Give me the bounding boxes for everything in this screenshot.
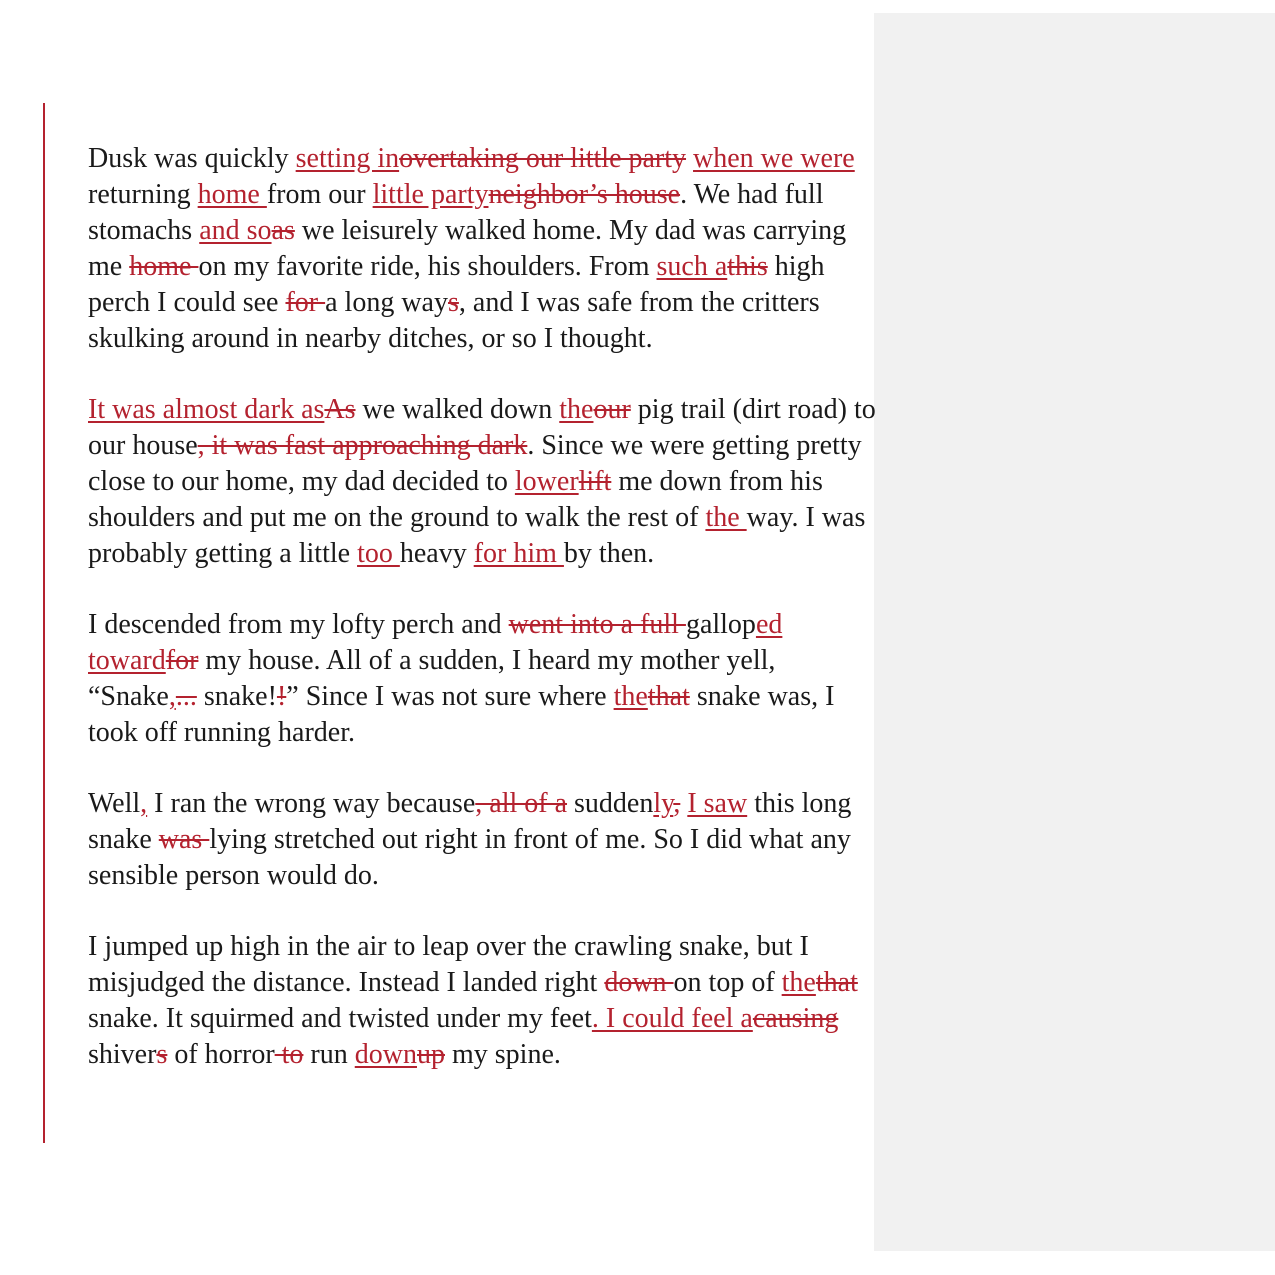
inserted-text: , (140, 788, 148, 819)
deleted-text: s (156, 1039, 168, 1070)
text-run: on top of (673, 967, 782, 998)
deleted-text: s (447, 287, 459, 318)
inserted-text: for him (473, 538, 564, 569)
text-run: All of a sudden, I heard my mother yell, “Snake (88, 645, 776, 712)
inserted-text: , (168, 681, 176, 712)
deleted-text: that (647, 681, 690, 712)
text-run: From (588, 251, 657, 282)
deleted-text: as (271, 215, 295, 246)
inserted-text: setting in (295, 143, 400, 174)
paragraph-3[interactable] (88, 607, 878, 751)
text-run: my spine. (444, 1039, 561, 1070)
deleted-text: , all of a (475, 788, 568, 819)
deleted-text: to (274, 1039, 304, 1070)
deleted-text: down (604, 967, 674, 998)
text-run: heavy (399, 538, 474, 569)
text-run: we leisurely walked home. My dad was carrying me (88, 215, 847, 282)
inserted-text: the (781, 967, 816, 998)
inserted-text: ly (653, 788, 674, 819)
text-run: We had full stomachs (88, 179, 824, 246)
inserted-text: little party (372, 179, 489, 210)
text-run: , and I was safe from the critters skulking around in nearby ditches, or so I thought. (88, 287, 820, 354)
text-run: gallop (685, 609, 756, 640)
comment-margin-pane (874, 13, 1275, 1251)
text-run: run (303, 1039, 355, 1070)
text-run: Since we were getting pretty close to our home, my dad decided to (88, 430, 862, 497)
text-run: a long way (325, 287, 448, 318)
text-run: high perch I could see (88, 251, 825, 318)
inserted-text: too (357, 538, 400, 569)
inserted-text: down (354, 1039, 417, 1070)
text-run: It squirmed and twisted under my feet (165, 1003, 592, 1034)
text-run: Instead I landed right (358, 967, 605, 998)
deleted-text: was (158, 824, 210, 855)
deleted-text: home (129, 251, 199, 282)
inserted-text: . I could feel a (591, 1003, 753, 1034)
deleted-text: , (673, 788, 681, 819)
text-run: Well (88, 788, 141, 819)
inserted-text: It was almost dark as (88, 394, 325, 425)
deleted-text: causing (752, 1003, 839, 1034)
text-run: my house. (198, 645, 326, 676)
text-run: from our (266, 179, 373, 210)
text-run: I was probably getting a little (88, 502, 866, 569)
inserted-text: I saw (687, 788, 748, 819)
deleted-text: ... (175, 681, 197, 712)
deleted-text: for (165, 645, 199, 676)
inserted-text: ed toward (88, 609, 783, 676)
text-run: by then. (563, 538, 655, 569)
text-run: I jumped up high in the air to leap over the crawling snake, but I misjudged the distance. (88, 931, 809, 998)
text-run: snake! (196, 681, 277, 712)
paragraph-4[interactable] (88, 786, 878, 894)
paragraph-5[interactable] (88, 929, 878, 1073)
inserted-text: such a (656, 251, 728, 282)
text-run: snake. (88, 1003, 166, 1034)
text-run: we walked down (355, 394, 560, 425)
text-run: this long snake (88, 788, 852, 855)
inserted-text: when we were (693, 143, 855, 174)
text-run: on my favorite ride, his shoulders. (198, 251, 589, 282)
deleted-text: , it was fast approaching dark (197, 430, 528, 461)
deleted-text: overtaking our little party (399, 143, 687, 174)
text-run: snake was, I took off running harder. (88, 681, 835, 748)
inserted-text: the (705, 502, 747, 533)
text-run: me down from his shoulders and put me on the ground to walk the rest of (88, 466, 823, 533)
deleted-text: ! (276, 681, 287, 712)
text-run: . (527, 430, 542, 461)
text-run: sudden (567, 788, 654, 819)
deleted-text: As (324, 394, 356, 425)
inserted-text: lower (514, 466, 579, 497)
inserted-text: the (613, 681, 648, 712)
deleted-text: this (727, 251, 768, 282)
deleted-text: neighbor’s house (488, 179, 681, 210)
text-run: returning (88, 179, 198, 210)
inserted-text: and so (199, 215, 272, 246)
deleted-text: our (593, 394, 631, 425)
text-run: I ran the wrong way because (147, 788, 476, 819)
text-run: ” Since I was not sure where (286, 681, 614, 712)
text-run: shiver (88, 1039, 157, 1070)
deleted-text: up (416, 1039, 445, 1070)
document-body[interactable] (88, 141, 878, 1108)
text-run: of horror (167, 1039, 275, 1070)
paragraph-1[interactable] (88, 141, 878, 357)
paragraph-2[interactable] (88, 392, 878, 572)
change-bar (43, 103, 45, 1143)
deleted-text: went into a full (508, 609, 686, 640)
inserted-text: the (559, 394, 594, 425)
text-run: I descended from my lofty perch and (88, 609, 509, 640)
text-run: Dusk was quickly (88, 143, 296, 174)
text-run: pig trail (dirt road) to our house (88, 394, 876, 461)
text-run: way. (746, 502, 806, 533)
text-run (686, 143, 693, 174)
text-run: . (680, 179, 694, 210)
deleted-text: for (285, 287, 326, 318)
deleted-text: lift (578, 466, 612, 497)
inserted-text: home (197, 179, 267, 210)
text-run: lying stretched out right in front of me. So I did what any sensible person would do. (88, 824, 851, 891)
deleted-text: that (815, 967, 858, 998)
